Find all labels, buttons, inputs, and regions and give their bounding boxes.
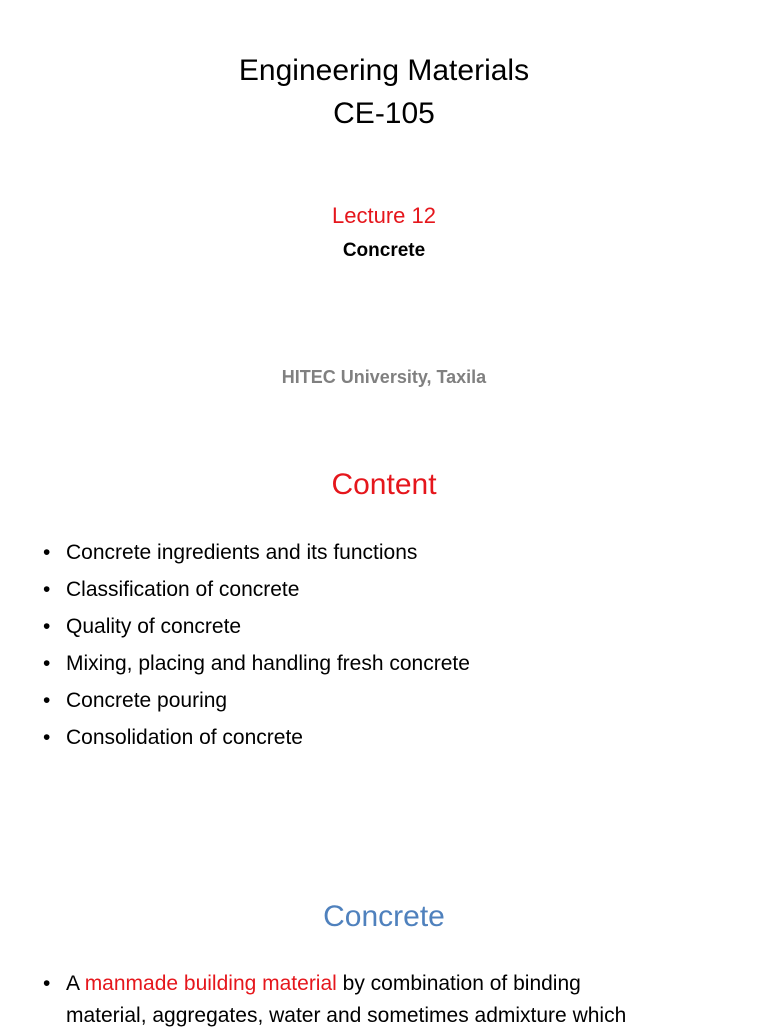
definition-highlight: manmade building material — [84, 972, 337, 995]
bullet-icon: • — [43, 541, 51, 564]
definition-prefix: A — [66, 972, 85, 995]
content-list — [0, 534, 470, 756]
bullet-icon: • — [43, 652, 51, 675]
list-item-text: Consolidation of concrete — [66, 726, 303, 749]
slide-title-line1: Engineering Materials — [238, 54, 530, 87]
list-item — [0, 682, 470, 719]
definition-rest: by combination of binding — [336, 972, 581, 995]
list-item-text: Classification of concrete — [66, 578, 300, 601]
definition-line1 — [0, 968, 768, 1000]
definition-line2: material, aggregates, water and sometimes admixture which — [66, 1004, 627, 1027]
definition-paragraph — [0, 968, 768, 1032]
list-item — [0, 534, 470, 571]
list-item-text: Concrete ingredients and its functions — [66, 541, 418, 564]
list-item — [0, 719, 470, 756]
lecture-number: Lecture 12 — [332, 203, 436, 228]
bullet-icon: • — [43, 726, 51, 749]
content-heading: Content — [331, 468, 437, 501]
list-item-text: Mixing, placing and handling fresh concrete — [66, 652, 470, 675]
bullet-icon: • — [43, 972, 51, 995]
list-item — [0, 571, 470, 608]
list-item-text: Concrete pouring — [66, 689, 228, 712]
slide-title-line2: CE-105 — [333, 97, 435, 130]
bullet-icon: • — [43, 578, 51, 601]
list-item — [0, 608, 470, 645]
lecture-topic: Concrete — [342, 240, 426, 261]
concrete-heading: Concrete — [323, 900, 445, 933]
list-item-text: Quality of concrete — [66, 615, 242, 638]
bullet-icon: • — [43, 689, 51, 712]
list-item — [0, 645, 470, 682]
bullet-icon: • — [43, 615, 51, 638]
university-name: HITEC University, Taxila — [281, 367, 487, 387]
